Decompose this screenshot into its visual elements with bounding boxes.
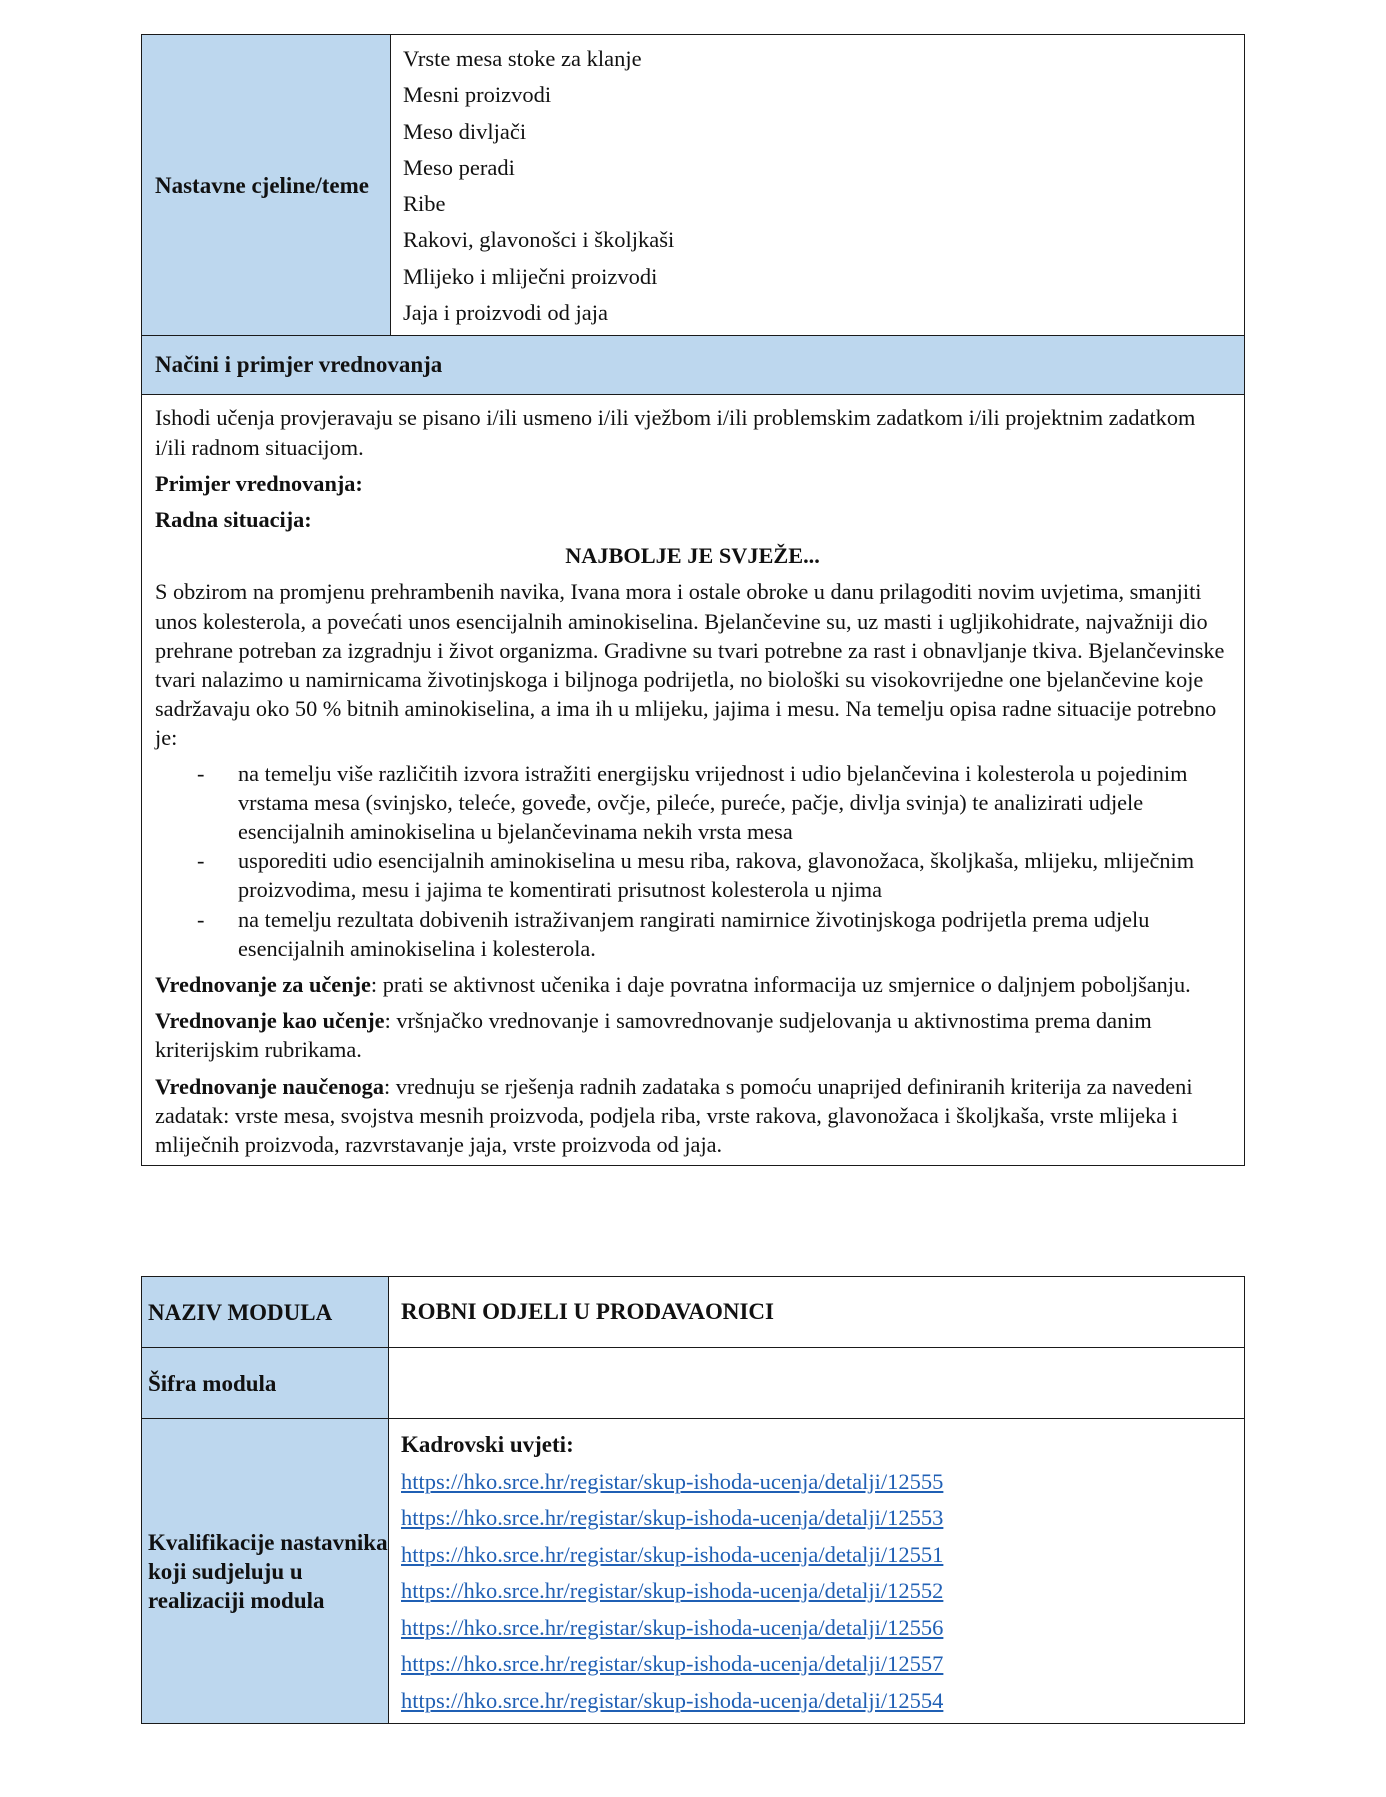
qualifications-row	[142, 1419, 1245, 1724]
example-label: Primjer vrednovanja:	[155, 470, 363, 496]
module-name-row	[142, 1277, 1245, 1348]
topics-row	[142, 35, 1245, 336]
module-name-label: NAZIV MODULA	[142, 1277, 389, 1348]
task-item	[155, 759, 1230, 847]
task-item	[155, 905, 1230, 963]
task-item	[155, 846, 1230, 904]
module-code-label: Šifra modula	[142, 1348, 389, 1419]
topic-item: Meso peradi	[403, 154, 515, 180]
dash-bullet-icon: -	[197, 760, 205, 786]
situation-title: NAJBOLJE JE SVJEŽE...	[565, 543, 820, 569]
curriculum-table	[141, 34, 1245, 1166]
module-table	[141, 1276, 1245, 1724]
topics-list	[391, 35, 1245, 336]
evaluation-as-learning	[155, 1006, 1230, 1064]
evaluation-of-learning	[155, 1072, 1230, 1160]
module-code-value	[389, 1348, 1245, 1419]
staff-conditions-label: Kadrovski uvjeti:	[401, 1432, 574, 1457]
module-code-row	[142, 1348, 1245, 1419]
qualification-link[interactable]: https://hko.srce.hr/registar/skup-ishoda-ucenja/detalji/12551	[401, 1541, 944, 1567]
task-list	[155, 759, 1230, 963]
topic-item: Mesni proizvodi	[403, 82, 552, 108]
evaluation-for-learning	[155, 970, 1230, 999]
of-learning-label: Vrednovanje naučenoga	[155, 1073, 384, 1099]
situation-label: Radna situacija:	[155, 506, 312, 532]
task-text: na temelju više različitih izvora istražiti energijsku vrijednost i udio bjelančevina i kolesterola u pojedinim vrstama mesa (svinjsko, teleće, goveđe, ovčje, pileće, pureće, pačje, divlja svinja) te analizirati udjele esencijalnih aminokiselina u bjelančevinama nekih vrsta mesa	[238, 760, 1188, 845]
module-name-value: ROBNI ODJELI U PRODAVAONICI	[389, 1277, 1245, 1348]
qualification-link[interactable]: https://hko.srce.hr/registar/skup-ishoda-ucenja/detalji/12557	[401, 1651, 944, 1676]
staff-conditions	[389, 1419, 1245, 1724]
evaluation-row	[142, 395, 1245, 1166]
topic-item: Mlijeko i mliječni proizvodi	[403, 263, 658, 289]
dash-bullet-icon: -	[197, 848, 205, 874]
topic-item: Vrste mesa stoke za klanje	[403, 46, 642, 71]
qualification-link[interactable]: https://hko.srce.hr/registar/skup-ishoda-ucenja/detalji/12554	[401, 1687, 944, 1713]
qualification-link[interactable]: https://hko.srce.hr/registar/skup-ishoda-ucenja/detalji/12555	[401, 1468, 944, 1494]
evaluation-header-row	[142, 336, 1245, 395]
qualification-link[interactable]: https://hko.srce.hr/registar/skup-ishoda-ucenja/detalji/12556	[401, 1614, 944, 1640]
qualifications-label: Kvalifikacije nastavnika koji sudjeluju u realizaciji modula	[142, 1419, 389, 1724]
of-learning-text: : vrednuju se rješenja radnih zadataka s pomoću unaprijed definiranih kriterija za navedeni zadatak: vrste mesa, svojstva mesnih proizvoda, podjela riba, vrste rakova, glavonožaca i školjkaša, vrste mlijeka i mliječnih proizvoda, razvrstavanje jaja, vrste proizvoda od jaja.	[155, 1073, 1193, 1158]
task-text: usporediti udio esencijalnih aminokiselina u mesu riba, rakova, glavonožaca, školjkaša, mlijeku, mliječnim proizvodima, mesu i jajima te komentirati prisutnost kolesterola u njima	[238, 848, 1195, 903]
evaluation-intro: Ishodi učenja provjeravaju se pisano i/ili usmeno i/ili vježbom i/ili problemskim zadatkom i/ili projektnim zadatkom i/ili radnom situacijom.	[155, 405, 1196, 460]
evaluation-header: Načini i primjer vrednovanja	[142, 336, 1245, 395]
as-learning-text: : vršnjačko vrednovanje i samovrednovanje sudjelovanja u aktivnostima prema danim kriterijskim rubrikama.	[155, 1008, 1152, 1063]
situation-text: S obzirom na promjenu prehrambenih navika, Ivana mora i ostale obroke u danu prilagoditi novim uvjetima, smanjiti unos kolesterola, a povećati unos esencijalnih aminokiselina. Bjelančevine su, uz masti i ugljikohidrate, najvažniji dio prehrane potreban za izgradnju i život organizma. Gradivne su tvari potrebne za rast i obnavljanje tkiva. Bjelančevinske tvari nalazimo u namirnicama životinjskoga i biljnoga podrijetla, no biološki su visokovrijedne one bjelančevine koje sadržavaju oko 50 % bitnih aminokiselina, a ima ih u mlijeku, jajima i mesu. Na temelju opisa radne situacije potrebno je:	[155, 579, 1225, 751]
topic-item: Jaja i proizvodi od jaja	[403, 300, 608, 326]
qualification-link[interactable]: https://hko.srce.hr/registar/skup-ishoda-ucenja/detalji/12553	[401, 1505, 944, 1530]
for-learning-text: : prati se aktivnost učenika i daje povratna informacija uz smjernice o daljnjem poboljšanju.	[370, 972, 1191, 998]
evaluation-content	[142, 395, 1245, 1166]
topic-item: Ribe	[403, 191, 446, 217]
qualification-link[interactable]: https://hko.srce.hr/registar/skup-ishoda-ucenja/detalji/12552	[401, 1578, 944, 1603]
dash-bullet-icon: -	[197, 906, 205, 932]
topic-item: Meso divljači	[403, 118, 527, 144]
as-learning-label: Vrednovanje kao učenje	[155, 1008, 385, 1034]
task-text: na temelju rezultata dobivenih istraživanjem rangirati namirnice životinjskoga podrijetla prema udjelu esencijalnih aminokiselina i kolesterola.	[238, 906, 1150, 961]
topic-item: Rakovi, glavonošci i školjkaši	[403, 227, 675, 253]
for-learning-label: Vrednovanje za učenje	[155, 972, 371, 998]
topics-label: Nastavne cjeline/teme	[142, 35, 391, 336]
